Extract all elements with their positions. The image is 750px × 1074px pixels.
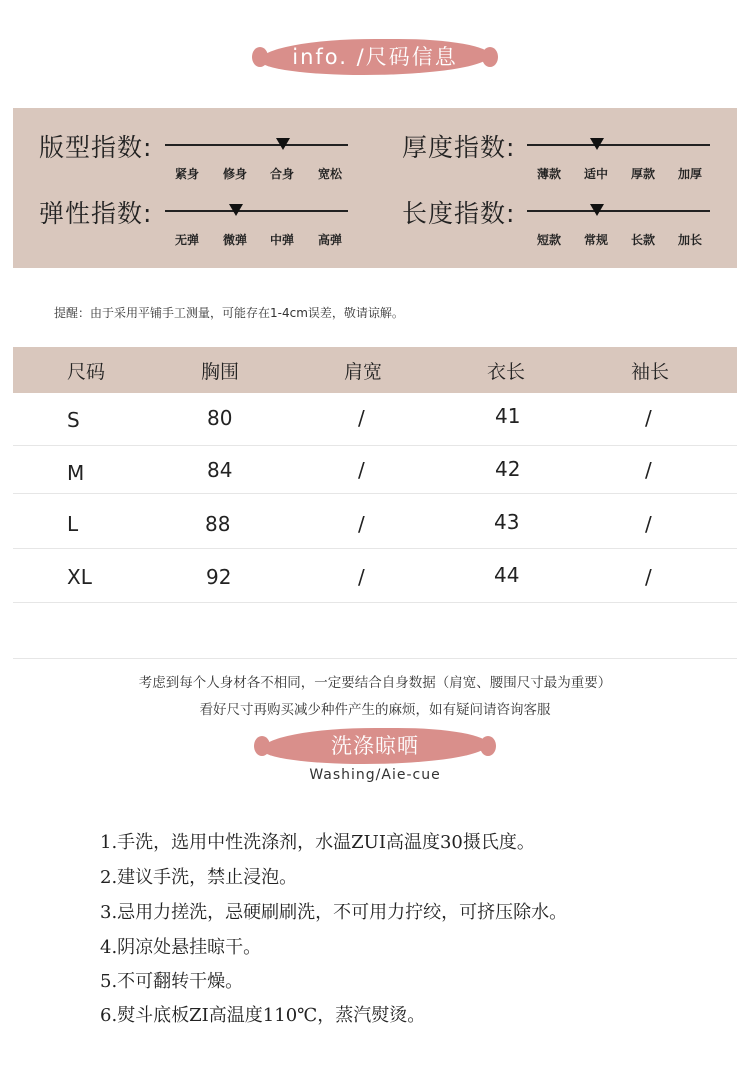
elasticity-option: 中弹 <box>270 233 295 247</box>
cell-chest: 80 <box>207 406 233 430</box>
washing-subtitle: Washing/Aie-cue <box>309 767 441 783</box>
header-chest: 胸围 <box>201 361 240 383</box>
thickness-index-scale <box>527 144 710 146</box>
cell-chest: 92 <box>206 565 232 589</box>
header-sleeve: 袖长 <box>631 361 670 383</box>
thickness-index-marker <box>590 138 604 150</box>
elasticity-index-scale <box>165 210 348 212</box>
cell-size: XL <box>67 565 92 589</box>
washing-instruction: 1.手洗，选用中性洗涤剂，水温ZUI高温度30摄氏度。 <box>100 832 535 853</box>
thickness-option: 薄款 <box>537 167 562 181</box>
measurement-note: 提醒：由于采用平铺手工测量，可能存在1-4cm误差，敬请谅解。 <box>54 306 404 320</box>
table-row <box>13 494 737 549</box>
info-size-banner: info. /尺码信息 <box>260 39 490 75</box>
garment-index-panel <box>13 108 737 268</box>
table-empty-row <box>13 603 737 659</box>
length-option: 加长 <box>678 233 703 247</box>
header-shoulder: 肩宽 <box>344 361 383 383</box>
cell-sleeve: / <box>645 406 652 430</box>
washing-instruction: 2.建议手洗，禁止浸泡。 <box>100 867 298 888</box>
elasticity-option: 高弹 <box>318 233 343 247</box>
length-index-scale <box>527 210 710 212</box>
fit-index-marker <box>276 138 290 150</box>
cell-size: L <box>67 512 79 536</box>
washing-instruction: 4.阴凉处悬挂晾干。 <box>100 937 262 958</box>
size-table <box>13 347 737 659</box>
cell-length: 42 <box>495 457 521 481</box>
cell-chest: 84 <box>207 458 233 482</box>
washing-banner: 洗涤晾晒 <box>262 728 488 764</box>
washing-instruction: 5.不可翻转干燥。 <box>100 971 244 992</box>
length-index-marker <box>590 204 604 216</box>
fit-option: 紧身 <box>175 167 200 181</box>
cell-size: S <box>67 408 80 432</box>
elasticity-index-marker <box>229 204 243 216</box>
cell-length: 44 <box>494 563 520 587</box>
washing-instruction: 6.熨斗底板ZI高温度110℃，蒸汽熨烫。 <box>100 1005 426 1026</box>
header-size: 尺码 <box>67 361 106 383</box>
fit-option: 修身 <box>223 167 248 181</box>
fit-option: 宽松 <box>318 167 343 181</box>
length-option: 长款 <box>631 233 656 247</box>
cell-sleeve: / <box>645 565 652 589</box>
length-index-title: 长度指数: <box>402 199 516 228</box>
cell-length: 41 <box>495 404 521 428</box>
washing-instruction: 3.忌用力搓洗，忌硬刷刷洗，不可用力拧绞，可挤压除水。 <box>100 902 568 923</box>
size-advice-line-2: 看好尺寸再购买减少种件产生的麻烦，如有疑问请咨询客服 <box>199 702 551 718</box>
table-row <box>13 446 737 494</box>
elasticity-option: 微弹 <box>223 233 248 247</box>
table-header-row <box>13 347 737 393</box>
cell-sleeve: / <box>645 458 652 482</box>
cell-size: M <box>67 461 85 485</box>
elasticity-option: 无弹 <box>175 233 200 247</box>
fit-index-scale <box>165 144 348 146</box>
thickness-option: 适中 <box>584 167 609 181</box>
fit-index-title: 版型指数: <box>39 133 153 162</box>
thickness-index-title: 厚度指数: <box>402 133 516 162</box>
table-row <box>13 549 737 603</box>
cell-length: 43 <box>494 510 520 534</box>
header-length: 衣长 <box>487 361 526 383</box>
elasticity-index-title: 弹性指数: <box>39 199 153 228</box>
fit-option: 合身 <box>270 167 295 181</box>
cell-shoulder: / <box>358 565 365 589</box>
thickness-option: 加厚 <box>678 167 703 181</box>
cell-shoulder: / <box>358 458 365 482</box>
table-row <box>13 393 737 446</box>
cell-sleeve: / <box>645 512 652 536</box>
length-option: 常规 <box>584 233 609 247</box>
cell-shoulder: / <box>358 406 365 430</box>
thickness-option: 厚款 <box>631 167 656 181</box>
cell-shoulder: / <box>358 512 365 536</box>
cell-chest: 88 <box>205 512 231 536</box>
length-option: 短款 <box>537 233 562 247</box>
size-advice-line-1: 考虑到每个人身材各不相同，一定要结合自身数据（肩宽、腰围尺寸最为重要） <box>138 675 612 691</box>
